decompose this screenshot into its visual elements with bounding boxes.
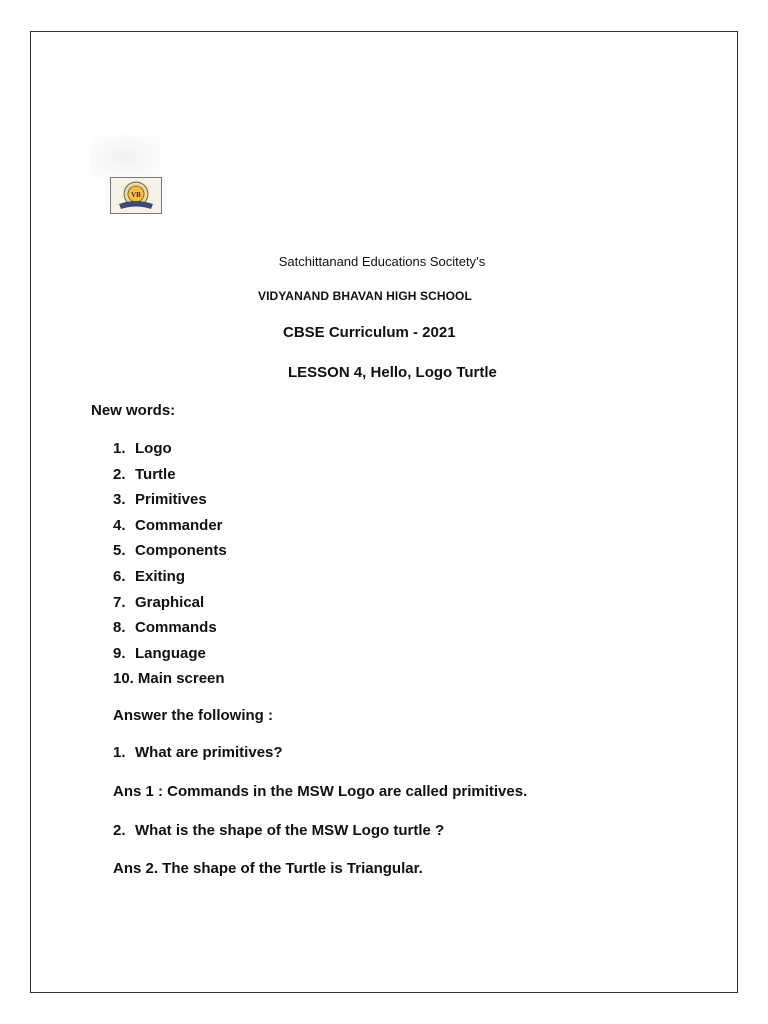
question-2 <box>113 822 444 839</box>
question-number: 2. <box>113 822 126 839</box>
item-number: 1. <box>113 440 126 457</box>
item-word: Logo <box>135 440 172 457</box>
list-item <box>113 594 227 620</box>
item-number: 5. <box>113 542 126 560</box>
item-number: 2. <box>113 465 126 483</box>
item-number: 8. <box>113 619 126 637</box>
item-word: Commander <box>135 516 223 534</box>
list-item <box>113 440 227 466</box>
list-item <box>113 645 227 671</box>
school-name: VIDYANAND BHAVAN HIGH SCHOOL <box>258 289 472 303</box>
answer-1: Ans 1 : Commands in the MSW Logo are called primitives. <box>113 783 528 800</box>
answer-2: Ans 2. The shape of the Turtle is Triangular. <box>113 860 423 877</box>
item-number: 4. <box>113 516 126 534</box>
question-text: What are primitives? <box>135 744 283 761</box>
list-item <box>113 670 227 696</box>
item-word: Main screen <box>137 670 225 688</box>
item-word: Exiting <box>135 567 186 585</box>
item-number: 3. <box>113 491 126 509</box>
new-words-list <box>113 440 227 696</box>
question-1 <box>113 744 283 761</box>
item-word: Commands <box>135 619 217 637</box>
item-word: Components <box>135 542 227 560</box>
item-number: 9. <box>113 644 126 662</box>
society-text: Satchittanand Educations Socitety’s <box>278 254 486 269</box>
item-number: 7. <box>113 593 126 611</box>
item-word: Primitives <box>135 491 207 509</box>
list-item <box>113 466 227 492</box>
society-name <box>0 254 768 269</box>
item-word: Turtle <box>135 465 176 483</box>
list-item <box>113 542 227 568</box>
item-word: Language <box>135 644 206 662</box>
answer-heading: Answer the following : <box>113 707 273 724</box>
logo-shadow <box>90 135 160 180</box>
crest-lettering: VB <box>131 191 141 199</box>
curriculum-title: CBSE Curriculum - 2021 <box>283 324 456 341</box>
question-text: What is the shape of the MSW Logo turtle ? <box>135 822 445 839</box>
item-word: Graphical <box>135 593 205 611</box>
list-item <box>113 568 227 594</box>
school-crest-icon <box>110 177 162 214</box>
list-item <box>113 491 227 517</box>
list-item <box>113 619 227 645</box>
question-number: 1. <box>113 744 126 761</box>
item-number: 6. <box>113 567 126 585</box>
lesson-title: LESSON 4, Hello, Logo Turtle <box>288 364 497 381</box>
new-words-heading: New words: <box>91 402 176 419</box>
list-item <box>113 517 227 543</box>
item-number: 10. <box>113 670 134 688</box>
